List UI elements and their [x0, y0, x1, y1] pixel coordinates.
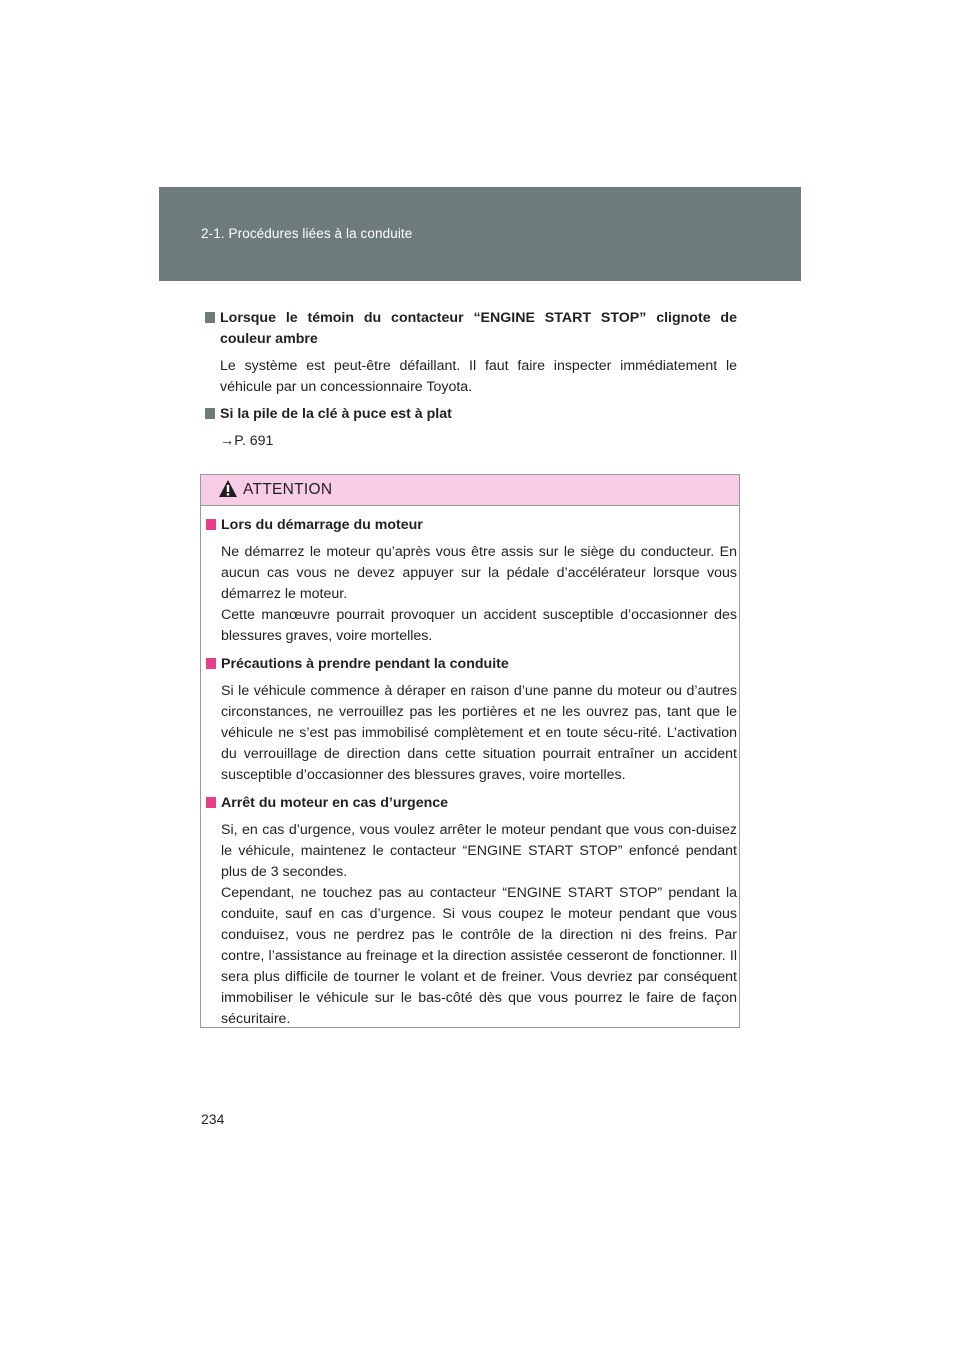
square-bullet-icon	[206, 797, 216, 808]
attention-item-text: Si, en cas d’urgence, vous voulez arrêter le moteur pendant que vous con-duisez le véhicule, maintenez le contacteur “ENGINE START STOP” enfoncé pendant plus de 3 secondes.	[221, 822, 737, 880]
attention-item-text: Ne démarrez le moteur qu’après vous être assis sur le siège du conducteur. En aucun cas vous ne devez appuyer sur la pédale d’accélérateur lorsque vous démarrez le moteur.	[221, 544, 737, 602]
attention-label: ATTENTION	[243, 481, 333, 498]
arrow-icon: →	[220, 433, 235, 449]
page-number: 234	[201, 1111, 225, 1127]
section-title: Si la pile de la clé à puce est à plat	[205, 404, 737, 425]
attention-item-title: Arrêt du moteur en cas d’urgence	[206, 793, 737, 814]
attention-item-title: Précautions à prendre pendant la conduite	[206, 654, 737, 675]
chapter-header	[159, 187, 801, 281]
attention-item-text: Si le véhicule commence à déraper en raison d’une panne du moteur ou d’autres circonstances, ne verrouillez pas les portières et ne les ouvrez pas, tant que le véhicule ne s’est pas immobilisé complètement et en toute sécu-rité. L’activation du verrouillage de direction dans cette situation pourrait entraîner un accident susceptible d’occasionner des blessures graves, voire mortelles.	[221, 683, 737, 783]
main-content	[205, 308, 737, 452]
attention-item-title: Lors du démarrage du moteur	[206, 515, 737, 536]
page-reference-text: P. 691	[234, 433, 274, 449]
page-reference	[205, 431, 737, 452]
section-body: Le système est peut-être défaillant. Il faut faire inspecter immédiatement le véhicule par un concessionnaire Toyota.	[220, 358, 737, 395]
attention-box	[200, 474, 740, 1028]
attention-header	[201, 475, 739, 506]
attention-body	[206, 515, 737, 1030]
warning-triangle-icon	[218, 479, 238, 498]
attention-item-text: Cette manœuvre pourrait provoquer un accident susceptible d’occasionner des blessures graves, voire mortelles.	[221, 607, 737, 644]
square-bullet-icon	[206, 519, 216, 530]
square-bullet-icon	[205, 408, 215, 419]
attention-item-text: Cependant, ne touchez pas au contacteur “ENGINE START STOP” pendant la conduite, sauf en cas d’urgence. Si vous coupez le moteur pendant que vous conduisez, vous ne perdrez pas le contrôle de la direction ni des freins. Par contre, l’assistance au freinage et la direction assistée cesseront de fonctionner. Il sera plus difficile de tourner le volant et de freiner. Vous devriez par conséquent immobiliser le véhicule sur le bas-côté dès que vous pourrez le faire de façon sécuritaire.	[221, 885, 737, 1027]
square-bullet-icon	[205, 312, 215, 323]
section-title: Lorsque le témoin du contacteur “ENGINE START STOP” clignote de couleur ambre	[205, 308, 737, 350]
square-bullet-icon	[206, 658, 216, 669]
chapter-title: 2-1. Procédures liées à la conduite	[201, 226, 413, 241]
